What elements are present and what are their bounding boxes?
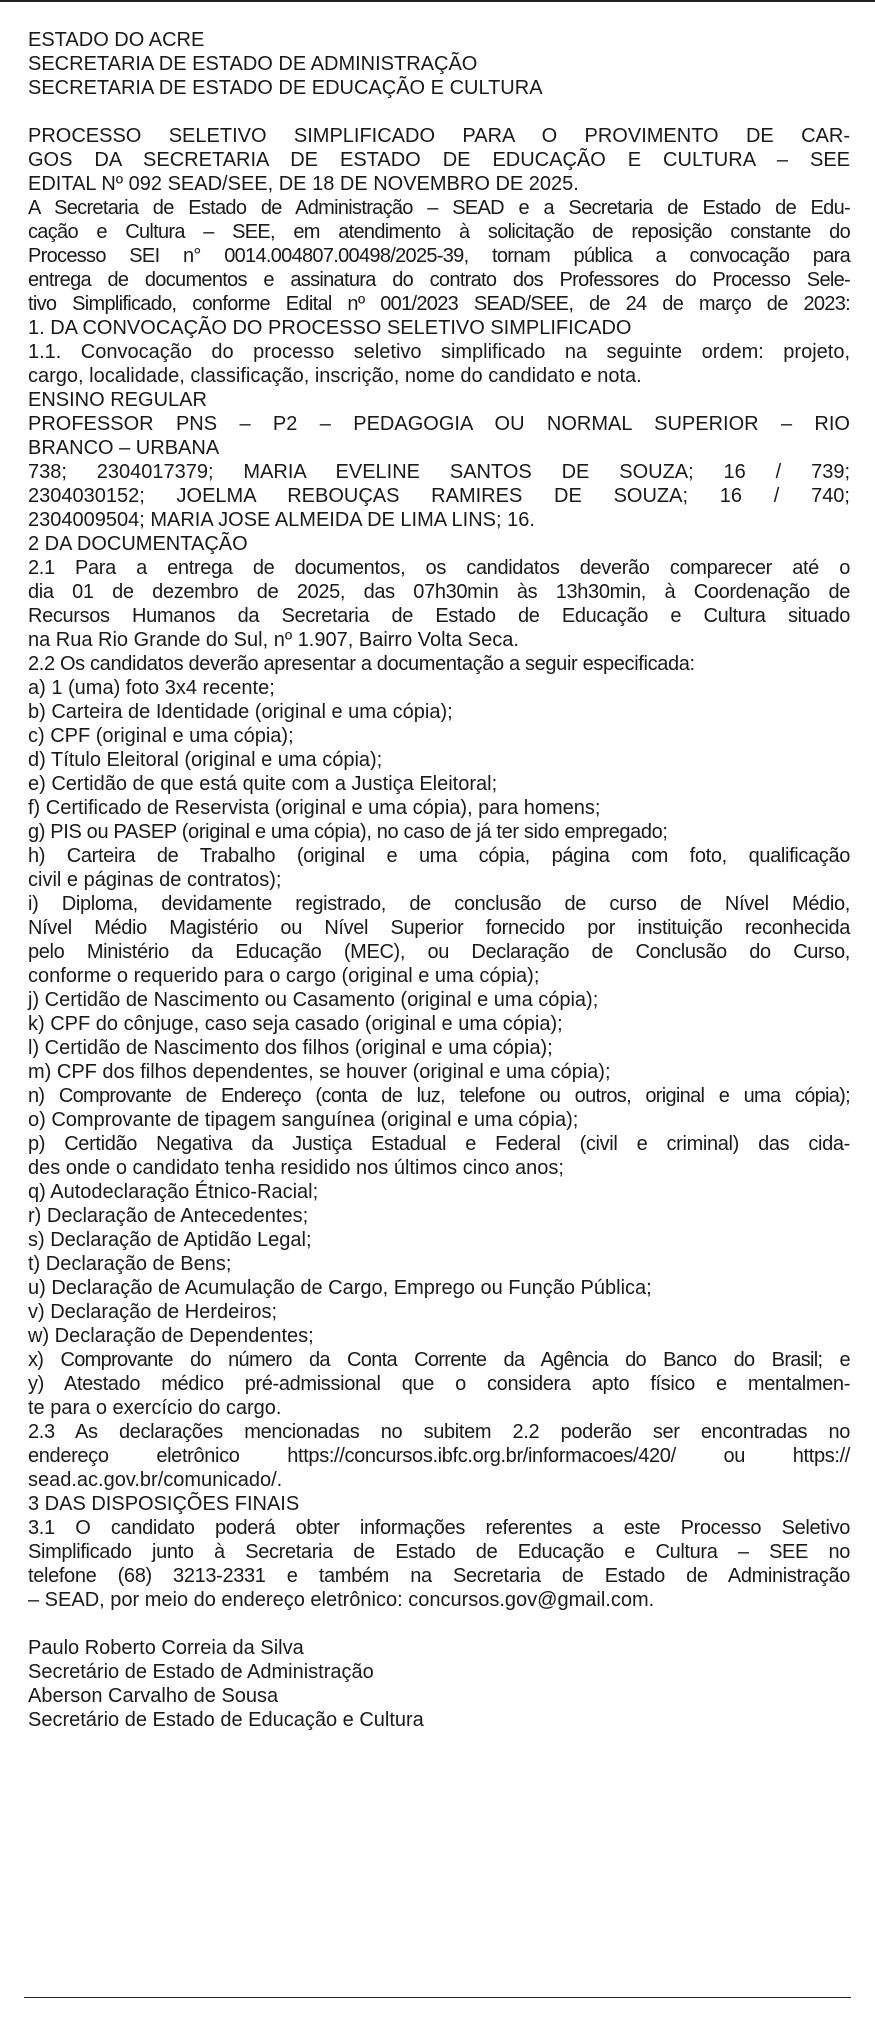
position-line: PROFESSOR PNS – P2 – PEDAGOGIA OU NORMAL SUPERIOR – RIO (28, 413, 850, 435)
paragraph-line: Simplificado junto à Secretaria de Estado de Educação e Cultura – SEE no (28, 1541, 850, 1563)
list-item: g) PIS ou PASEP (original e uma cópia), no caso de já ter sido empregado; (28, 821, 668, 843)
paragraph-line: telefone (68) 3213-2331 e também na Secretaria de Estado de Administração (28, 1565, 850, 1587)
position-line: BRANCO – URBANA (28, 437, 220, 459)
paragraph-line: endereço eletrônico https://concursos.ibfc.org.br/informacoes/420/ ou https:// (28, 1445, 850, 1467)
paragraph-line: 1.1. Convocação do processo seletivo simplificado na seguinte ordem: projeto, (28, 341, 850, 363)
candidate-line: 738; 2304017379; MARIA EVELINE SANTOS DE SOUZA; 16 / 739; (28, 461, 850, 483)
intro-line: tivo Simplificado, conforme Edital nº 001/2023 SEAD/SEE, de 24 de março de 2023: (28, 293, 850, 315)
title-line: EDITAL Nº 092 SEAD/SEE, DE 18 DE NOVEMBRO DE 2025. (28, 173, 579, 195)
section-heading: 3 DAS DISPOSIÇÕES FINAIS (28, 1493, 300, 1515)
list-item: v) Declaração de Herdeiros; (28, 1301, 277, 1323)
list-item: e) Certidão de que está quite com a Justiça Eleitoral; (28, 773, 498, 795)
title-block (28, 124, 850, 196)
section-1 (28, 316, 850, 532)
intro-line: entrega de documentos e assinatura do contrato dos Professores do Processo Sele- (28, 269, 850, 291)
list-item: l) Certidão de Nascimento dos filhos (original e uma cópia); (28, 1037, 553, 1059)
section-3 (28, 1492, 850, 1612)
paragraph-line: 3.1 O candidato poderá obter informações referentes a este Processo Seletivo (28, 1517, 850, 1539)
paragraph-line: cargo, localidade, classificação, inscrição, nome do candidato e nota. (28, 365, 642, 387)
paragraph-line: Recursos Humanos da Secretaria de Estado de Educação e Cultura situado (28, 605, 850, 627)
intro-line: cação e Cultura – SEE, em atendimento à solicitação de reposição constante do (28, 221, 850, 243)
candidate-line: 2304030152; JOELMA REBOUÇAS RAMIRES DE SOUZA; 16 / 740; (28, 485, 850, 507)
list-item: des onde o candidato tenha residido nos últimos cinco anos; (28, 1157, 564, 1179)
header-sec-admin: SECRETARIA DE ESTADO DE ADMINISTRAÇÃO (28, 53, 478, 75)
list-item: n) Comprovante de Endereço (conta de luz, telefone ou outros, original e uma cópia); (28, 1085, 850, 1107)
section-heading: 1. DA CONVOCAÇÃO DO PROCESSO SELETIVO SIMPLIFICADO (28, 317, 632, 339)
list-item: o) Comprovante de tipagem sanguínea (original e uma cópia); (28, 1109, 579, 1131)
modality-label: ENSINO REGULAR (28, 389, 207, 411)
header-sec-edu: SECRETARIA DE ESTADO DE EDUCAÇÃO E CULTURA (28, 77, 543, 99)
list-item: m) CPF dos filhos dependentes, se houver (original e uma cópia); (28, 1061, 611, 1083)
header-state: ESTADO DO ACRE (28, 29, 205, 51)
paragraph-line: 2.1 Para a entrega de documentos, os candidatos deverão comparecer até o (28, 557, 850, 579)
spacer (28, 1612, 850, 1636)
signatory-role: Secretário de Estado de Educação e Cultura (28, 1709, 424, 1731)
documents-list (28, 676, 850, 1420)
list-item: te para o exercício do cargo. (28, 1397, 282, 1419)
list-item: u) Declaração de Acumulação de Cargo, Emprego ou Função Pública; (28, 1277, 652, 1299)
intro-paragraph (28, 196, 850, 316)
paragraph-line: na Rua Rio Grande do Sul, nº 1.907, Bairro Volta Seca. (28, 629, 519, 651)
list-item: r) Declaração de Antecedentes; (28, 1205, 309, 1227)
signatory-name: Paulo Roberto Correia da Silva (28, 1637, 304, 1659)
list-item: i) Diploma, devidamente registrado, de conclusão de curso de Nível Médio, (28, 893, 850, 915)
list-item: pelo Ministério da Educação (MEC), ou Declaração de Conclusão do Curso, (28, 941, 850, 963)
signatory-role: Secretário de Estado de Administração (28, 1661, 374, 1683)
intro-line: Processo SEI n° 0014.004807.00498/2025-39, tornam pública a convocação para (28, 245, 850, 267)
signature-block (28, 1636, 850, 1732)
list-item: s) Declaração de Aptidão Legal; (28, 1229, 312, 1251)
list-item: k) CPF do cônjuge, caso seja casado (original e uma cópia); (28, 1013, 563, 1035)
paragraph-line: 2.2 Os candidatos deverão apresentar a documentação a seguir especificada: (28, 653, 695, 675)
paragraph-line: sead.ac.gov.br/comunicado/. (28, 1469, 283, 1491)
list-item: j) Certidão de Nascimento ou Casamento (original e uma cópia); (28, 989, 599, 1011)
title-line: PROCESSO SELETIVO SIMPLIFICADO PARA O PROVIMENTO DE CAR- (28, 125, 850, 147)
paragraph-line: – SEAD, por meio do endereço eletrônico: concursos.gov@gmail.com. (28, 1589, 655, 1611)
paragraph-line: 2.3 As declarações mencionadas no subitem 2.2 poderão ser encontradas no (28, 1421, 850, 1443)
paragraph-line: dia 01 de dezembro de 2025, das 07h30min às 13h30min, à Coordenação de (28, 581, 850, 603)
list-item: conforme o requerido para o cargo (original e uma cópia); (28, 965, 540, 987)
bottom-rule (24, 1997, 851, 1998)
list-item: h) Carteira de Trabalho (original e uma cópia, página com foto, qualificação (28, 845, 850, 867)
list-item: a) 1 (uma) foto 3x4 recente; (28, 677, 275, 699)
list-item: y) Atestado médico pré-admissional que o considera apto físico e mentalmen- (28, 1373, 850, 1395)
intro-line: A Secretaria de Estado de Administração – SEAD e a Secretaria de Estado de Edu- (28, 197, 850, 219)
list-item: d) Título Eleitoral (original e uma cópia); (28, 749, 383, 771)
list-item: b) Carteira de Identidade (original e uma cópia); (28, 701, 453, 723)
list-item: f) Certificado de Reservista (original e uma cópia), para homens; (28, 797, 601, 819)
list-item: t) Declaração de Bens; (28, 1253, 232, 1275)
spacer (28, 100, 850, 124)
list-item: w) Declaração de Dependentes; (28, 1325, 314, 1347)
header-block (28, 28, 850, 100)
list-item: q) Autodeclaração Étnico-Racial; (28, 1181, 319, 1203)
section-heading: 2 DA DOCUMENTAÇÃO (28, 533, 248, 555)
title-line: GOS DA SECRETARIA DE ESTADO DE EDUCAÇÃO E CULTURA – SEE (28, 149, 850, 171)
document-page (28, 28, 850, 1732)
list-item: p) Certidão Negativa da Justiça Estadual e Federal (civil e criminal) das cida- (28, 1133, 850, 1155)
top-rule (0, 0, 875, 2)
list-item: civil e páginas de contratos); (28, 869, 282, 891)
signatory-name: Aberson Carvalho de Sousa (28, 1685, 279, 1707)
section-2 (28, 532, 850, 1492)
list-item: x) Comprovante do número da Conta Corrente da Agência do Banco do Brasil; e (28, 1349, 850, 1371)
candidate-line: 2304009504; MARIA JOSE ALMEIDA DE LIMA LINS; 16. (28, 509, 535, 531)
list-item: c) CPF (original e uma cópia); (28, 725, 294, 747)
list-item: Nível Médio Magistério ou Nível Superior fornecido por instituição reconhecida (28, 917, 850, 939)
